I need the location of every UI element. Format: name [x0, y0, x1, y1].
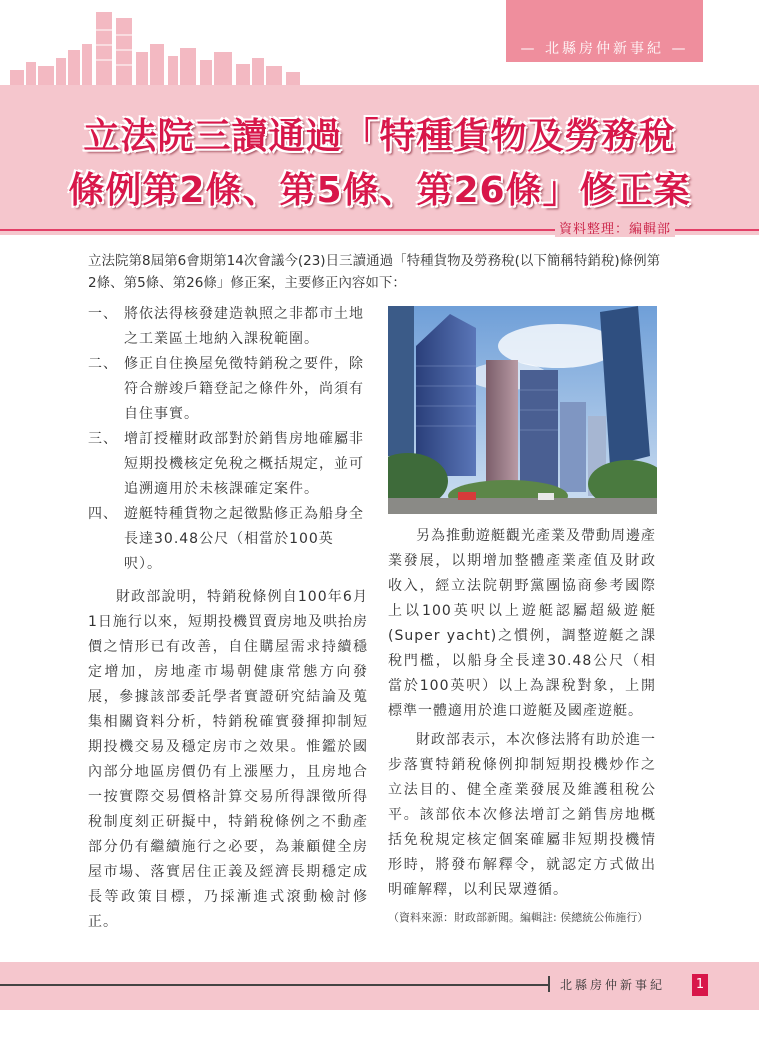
skyscraper-photo: [388, 306, 657, 514]
page-number: 1: [692, 974, 708, 996]
credit-line: 資料整理：編輯部: [555, 218, 675, 237]
amendment-number: 一、: [88, 306, 118, 322]
article-title-line-2: 條例第2條、第5條、第26條」修正案: [68, 170, 691, 211]
amendment-item: [88, 352, 368, 427]
city-skyline-decoration: [0, 0, 320, 90]
source-note: （資料來源：財政部新聞。編輯註: 侯總統公佈施行）: [388, 911, 649, 924]
right-column: [388, 524, 656, 925]
amendment-item: [88, 302, 368, 352]
amendment-item: [88, 502, 368, 577]
footer-rule-tick: [548, 976, 550, 992]
amendment-number: 三、: [88, 431, 118, 447]
footer-rule: [0, 984, 548, 986]
column-name: — 北縣房仲新事紀 —: [520, 41, 689, 57]
amendment-text: 增訂授權財政部對於銷售房地確屬非短期投機核定免稅之概括規定，並可追溯適用於未核課確定案件。: [124, 431, 364, 497]
amendment-text: 將依法得核發建造執照之非都市土地之工業區土地納入課稅範圍。: [124, 306, 364, 347]
amendment-item: [88, 427, 368, 502]
amendment-text: 修正自住換屋免徵特銷稅之要件，除符合辦竣戶籍登記之條件外，尚須有自住事實。: [124, 356, 364, 422]
body-paragraph-right-1: 另為推動遊艇觀光產業及帶動周邊產業發展，以期增加整體產業產值及財政收入，經立法院朝野黨團協商參考國際上以100英呎以上遊艇認屬超級遊艇(Super yacht)之慣例，調整遊艇之課稅門檻，以船身全長達30.48公尺（相當於100英呎）以上為課稅對象，上開標準一體適用於進口遊艇及國產遊艇。: [388, 528, 656, 719]
left-column: [88, 302, 368, 935]
footer-column-name: 北縣房仲新事紀: [560, 978, 666, 992]
intro-paragraph: 立法院第8屆第6會期第14次會議今(23)日三讀通過「特種貨物及勞務稅(以下簡稱特銷稅)條例第2條、第5條、第26條」修正案，主要修正內容如下：: [88, 253, 661, 291]
body-paragraph-left: 財政部說明，特銷稅條例自100年6月1日施行以來，短期投機買賣房地及哄抬房價之情形已有改善，自住購屋需求持續穩定增加，房地產市場朝健康常態方向發展，參據該部委託學者實證研究結論及蒐集相關資料分析，特銷稅確實發揮抑制短期投機交易及穩定房市之效果。惟鑑於國內部分地區房價仍有上漲壓力，且房地合一按實際交易價格計算交易所得課徵所得稅制度刻正研擬中，特銷稅條例之不動產部分仍有繼續施行之必要，為兼顧健全房屋市場、落實居住正義及經濟長期穩定成長等政策目標，乃採漸進式滾動檢討修正。: [88, 589, 368, 930]
amendment-number: 四、: [88, 506, 118, 522]
body-paragraph-right-2: 財政部表示，本次修法將有助於進一步落實特銷稅條例抑制短期投機炒作之立法目的、健全產業發展及維護租稅公平。該部依本次修法增訂之銷售房地概括免稅規定核定個案確屬非短期投機情形時，將發布解釋令，就認定方式做出明確解釋，以利民眾遵循。: [388, 732, 656, 898]
amendment-number: 二、: [88, 356, 118, 372]
column-tab: [506, 0, 703, 62]
article-title-line-1: 立法院三讀通過「特種貨物及勞務稅: [83, 116, 676, 157]
amendment-text: 遊艇特種貨物之起徵點修正為船身全長達30.48公尺（相當於100英呎）。: [124, 506, 364, 572]
